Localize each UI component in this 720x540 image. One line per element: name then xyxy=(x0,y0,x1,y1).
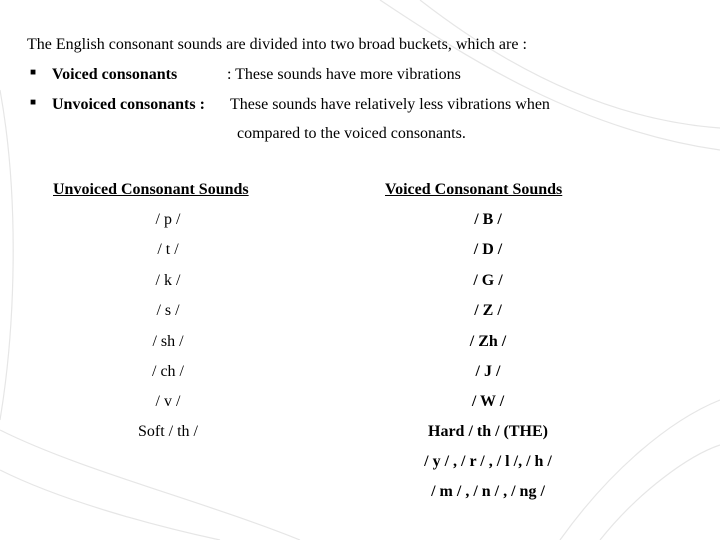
voiced-sound: Hard / th / (THE) xyxy=(427,423,549,440)
bullet-definition: : These sounds have more vibrations xyxy=(227,66,461,83)
intro-text: The English consonant sounds are divided into two broad buckets, which are : xyxy=(27,36,527,53)
square-bullet-icon: ■ xyxy=(30,67,37,78)
bullet-term: Voiced consonants xyxy=(52,66,178,83)
voiced-sound: / Zh / xyxy=(469,333,507,350)
unvoiced-sound: / ch / xyxy=(152,363,184,380)
voiced-sound: / y / , / r / , / l /, / h / xyxy=(424,453,552,470)
voiced-sound: / W / xyxy=(471,393,505,410)
unvoiced-sound: / v / xyxy=(155,393,181,410)
unvoiced-sound: / sh / xyxy=(152,333,184,350)
square-bullet-icon: ■ xyxy=(30,97,37,108)
bullet-continuation: compared to the voiced consonants. xyxy=(237,125,466,142)
voiced-sound: / Z / xyxy=(474,302,502,319)
unvoiced-sound: Soft / th / xyxy=(137,423,199,440)
unvoiced-sound: / p / xyxy=(155,211,181,228)
bullet-definition: These sounds have relatively less vibrations when xyxy=(230,96,550,113)
voiced-sound: / B / xyxy=(474,211,502,228)
voiced-sound: / J / xyxy=(475,363,501,380)
bullet-term: Unvoiced consonants : xyxy=(52,96,205,113)
unvoiced-header: Unvoiced Consonant Sounds xyxy=(53,181,249,198)
unvoiced-sound: / k / xyxy=(155,272,181,289)
voiced-header: Voiced Consonant Sounds xyxy=(385,181,563,198)
voiced-sound: / G / xyxy=(473,272,503,289)
unvoiced-sound: / t / xyxy=(157,241,179,258)
voiced-sound: / D / xyxy=(473,241,503,258)
unvoiced-sound: / s / xyxy=(156,302,180,319)
voiced-sound: / m / , / n / , / ng / xyxy=(431,483,545,500)
